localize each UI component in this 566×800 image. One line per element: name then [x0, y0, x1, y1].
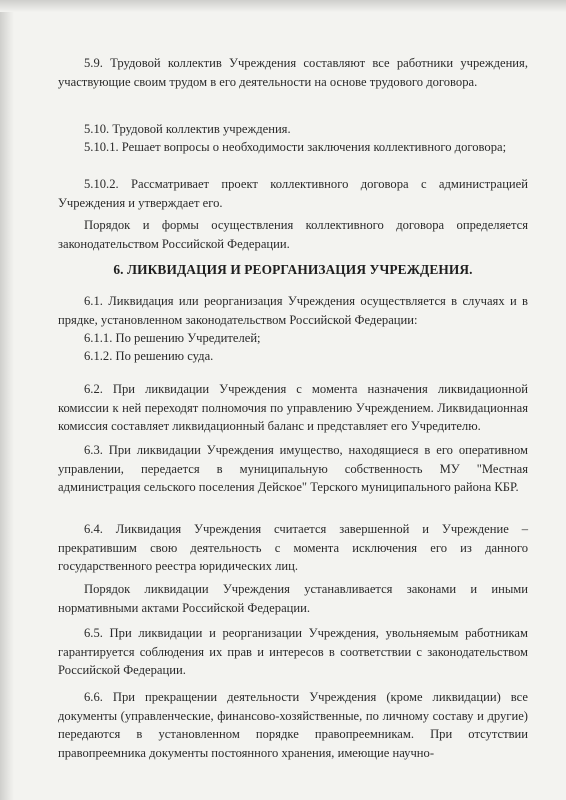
paragraph-6-3: 6.3. При ликвидации Учреждения имущество, находящиеся в его оперативном управлении, передается в муниципальную собственность МУ "Местная администрация сельского поселения Дейское" Терского муниципального района КБР. [58, 443, 528, 494]
paragraph-6-2: 6.2. При ликвидации Учреждения с момента назначения ликвидационной комиссии к ней переходят полномочия по управлению Учреждением. Ликвидационная комиссия составляет ликвидационный баланс и представляет его Учредителю. [58, 382, 528, 433]
scan-top-edge [0, 0, 566, 12]
section-6-heading: 6. ЛИКВИДАЦИЯ И РЕОРГАНИЗАЦИЯ УЧРЕЖДЕНИЯ. [113, 262, 473, 277]
paragraph-5-10-2: 5.10.2. Рассматривает проект коллективного договора с администрацией Учреждения и утверждает его. [58, 177, 528, 210]
paragraph-5-9: 5.9. Трудовой коллектив Учреждения составляют все работники учреждения, участвующие своим трудом в его деятельности на основе трудового договора. [58, 56, 528, 89]
scan-left-edge [0, 0, 14, 800]
paragraph-5-10-1: 5.10.1. Решает вопросы о необходимости заключения коллективного договора; [84, 140, 507, 154]
paragraph-6-1: 6.1. Ликвидация или реорганизация Учреждения осуществляется в случаях и в прядке, установленном законодательством Российской Федерации: [58, 294, 528, 327]
paragraph-6-1-2: 6.1.2. По решению суда. [84, 349, 214, 363]
paragraph-6-6: 6.6. При прекращении деятельности Учреждения (кроме ликвидации) все документы (управленческие, финансово-хозяйственные, по личному составу и другие) передаются в установленном порядке правопреемникам. При отсутствии правопреемника документы постоянного хранения, имеющие научно- [58, 690, 528, 760]
paragraph-collective-order: Порядок и формы осуществления коллективного договора определяется законодательством Российской Федерации. [58, 218, 528, 251]
paragraph-6-4: 6.4. Ликвидация Учреждения считается завершенной и Учреждение – прекратившим свою деятельность с момента исключения его из данного государственного реестра юридических лиц. [58, 522, 528, 573]
paragraph-5-10: 5.10. Трудовой коллектив учреждения. [84, 122, 291, 136]
paragraph-liquidation-order: Порядок ликвидации Учреждения устанавливается законами и иными нормативными актами Российской Федерации. [58, 582, 528, 615]
paragraph-6-1-1: 6.1.1. По решению Учредителей; [84, 331, 261, 345]
paragraph-6-5: 6.5. При ликвидации и реорганизации Учреждения, увольняемым работникам гарантируется соблюдения их прав и интересов в соответствии с законодательством Российской Федерации. [58, 626, 528, 677]
